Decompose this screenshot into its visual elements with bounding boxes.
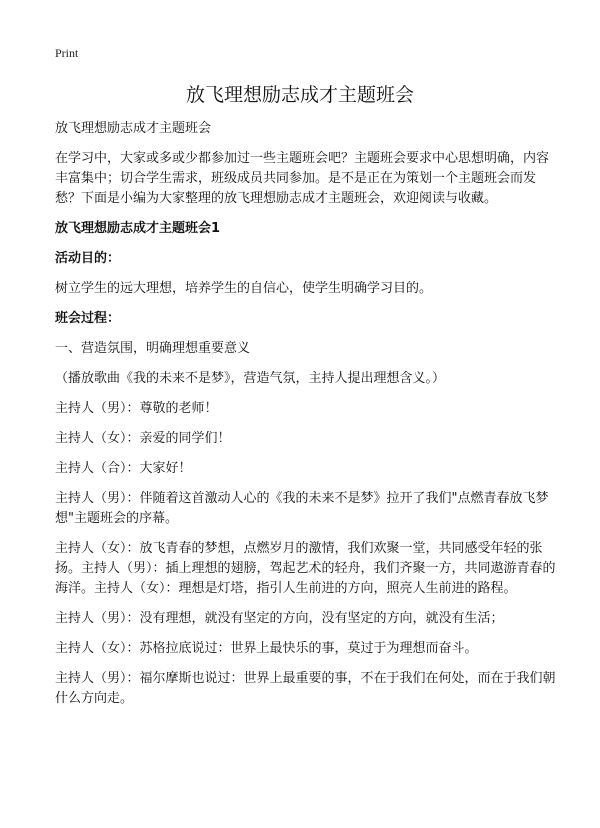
section-heading: 放飞理想励志成才主题班会1 xyxy=(55,221,221,236)
script-line: 主持人（男）：伴随着这首激动人心的《我的未来不是梦》拉开了我们"点燃青春放飞梦想"主题班会的序幕。 xyxy=(55,491,549,526)
intro-paragraph: 在学习中，大家或多或少都参加过一些主题班会吧？主题班会要求中心思想明确，内容丰富集中；切合学生需求，班级成员共同参加。是不是正在为策划一个主题班会而发愁？下面是小编为大家整理的放飞理想励志成才主题班会，欢迎阅读与收藏。 xyxy=(55,151,550,206)
script-line: 主持人（男）：没有理想，就没有坚定的方向，没有坚定的方向，就没有生活； xyxy=(55,611,504,626)
script-line: 主持人（女）：亲爱的同学们！ xyxy=(55,431,231,446)
goal-text: 树立学生的远大理想，培养学生的自信心，使学生明确学习目的。 xyxy=(55,281,433,296)
print-label[interactable]: Print xyxy=(55,46,79,60)
page-title: 放飞理想励志成才主题班会 xyxy=(185,84,414,106)
script-line: 主持人（合）：大家好！ xyxy=(55,461,192,476)
script-line: 主持人（男）：福尔摩斯也说过：世界上最重要的事，不在于我们在何处，而在于我们朝什么方向走。 xyxy=(55,671,556,706)
script-line: （播放歌曲《我的未来不是梦》，营造气氛，主持人提出理想含义。） xyxy=(55,371,446,386)
goal-heading: 活动目的： xyxy=(55,251,121,266)
script-line: 主持人（女）：放飞青春的梦想，点燃岁月的激情，我们欢聚一堂，共同感受年轻的张扬。主持人（男）：插上理想的翅膀，驾起艺术的轻舟，我们齐聚一方，共同遨游青春的海洋。主持人（女）：理想是灯塔，指引人生前进的方向，照亮人生前进的路程。 xyxy=(55,541,556,596)
document-body xyxy=(55,119,557,719)
script-line: 主持人（女）：苏格拉底说过：世界上最快乐的事，莫过于为理想而奋斗。 xyxy=(55,641,478,656)
script-line: 主持人（男）：尊敬的老师！ xyxy=(55,401,218,416)
process-heading: 班会过程： xyxy=(55,311,121,326)
subtitle: 放飞理想励志成才主题班会 xyxy=(55,121,212,136)
step-heading: 一、营造氛围，明确理想重要意义 xyxy=(55,341,251,356)
